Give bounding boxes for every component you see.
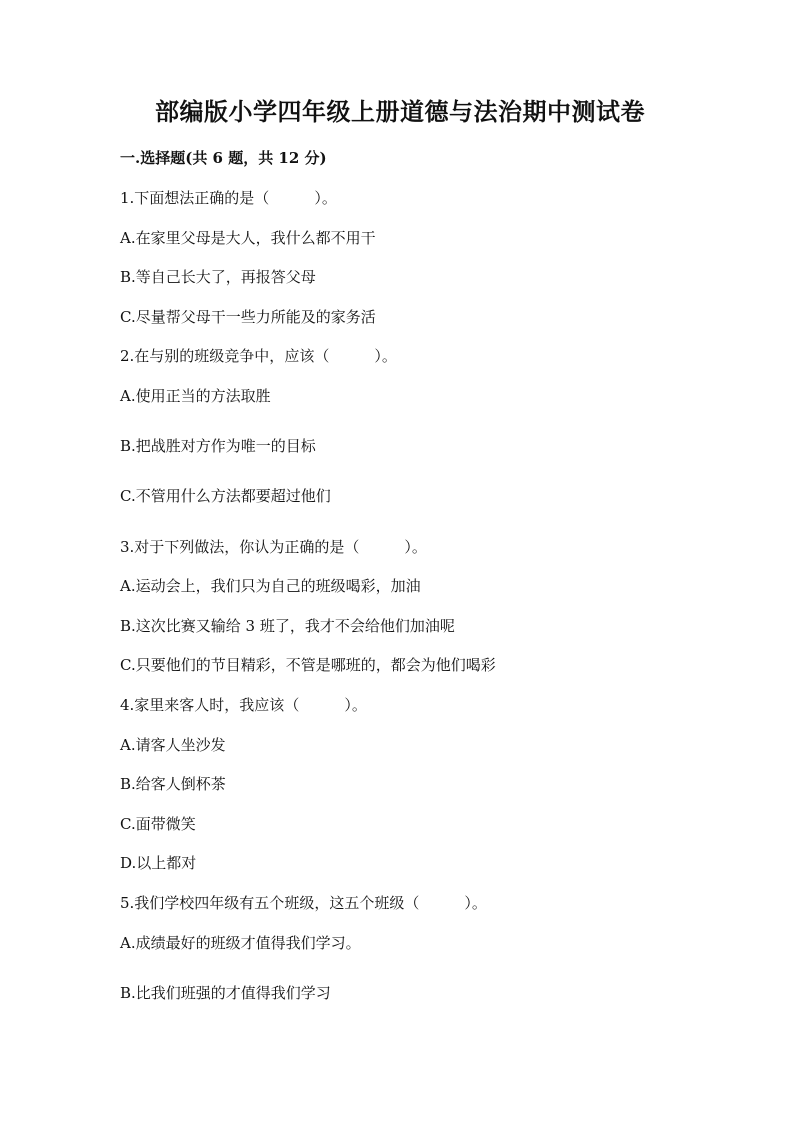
question-4-stem: 4.家里来客人时，我应该（ ）。	[120, 696, 367, 714]
question-1-option-b: B.等自己长大了，再报答父母	[120, 268, 316, 286]
question-5-option-a: A.成绩最好的班级才值得我们学习。	[120, 934, 361, 952]
question-4-option-d: D.以上都对	[120, 854, 197, 872]
exam-title: 部编版小学四年级上册道德与法治期中测试卷	[155, 97, 645, 126]
question-2-option-b: B.把战胜对方作为唯一的目标	[120, 437, 316, 455]
question-1-stem: 1.下面想法正确的是（ ）。	[120, 189, 337, 207]
section-heading: 一.选择题(共 6 题，共 12 分)	[120, 149, 327, 167]
question-5-option-b: B.比我们班强的才值得我们学习	[120, 984, 331, 1002]
question-2-option-a: A.使用正当的方法取胜	[120, 387, 271, 405]
question-3-option-c: C.只要他们的节目精彩，不管是哪班的，都会为他们喝彩	[120, 656, 496, 674]
question-4-option-b: B.给客人倒杯茶	[120, 775, 226, 793]
question-1-option-c: C.尽量帮父母干一些力所能及的家务活	[120, 308, 376, 326]
question-2-option-c: C.不管用什么方法都要超过他们	[120, 487, 331, 505]
question-1-option-a: A.在家里父母是大人，我什么都不用干	[120, 229, 376, 247]
question-3-stem: 3.对于下列做法，你认为正确的是（ ）。	[120, 538, 427, 556]
question-5-stem: 5.我们学校四年级有五个班级，这五个班级（ ）。	[120, 894, 487, 912]
question-2-stem: 2.在与别的班级竞争中，应该（ ）。	[120, 347, 397, 365]
question-3-option-a: A.运动会上，我们只为自己的班级喝彩，加油	[120, 577, 421, 595]
question-3-option-b: B.这次比赛又输给 3 班了，我才不会给他们加油呢	[120, 617, 455, 635]
question-4-option-a: A.请客人坐沙发	[120, 736, 226, 754]
question-4-option-c: C.面带微笑	[120, 815, 196, 833]
